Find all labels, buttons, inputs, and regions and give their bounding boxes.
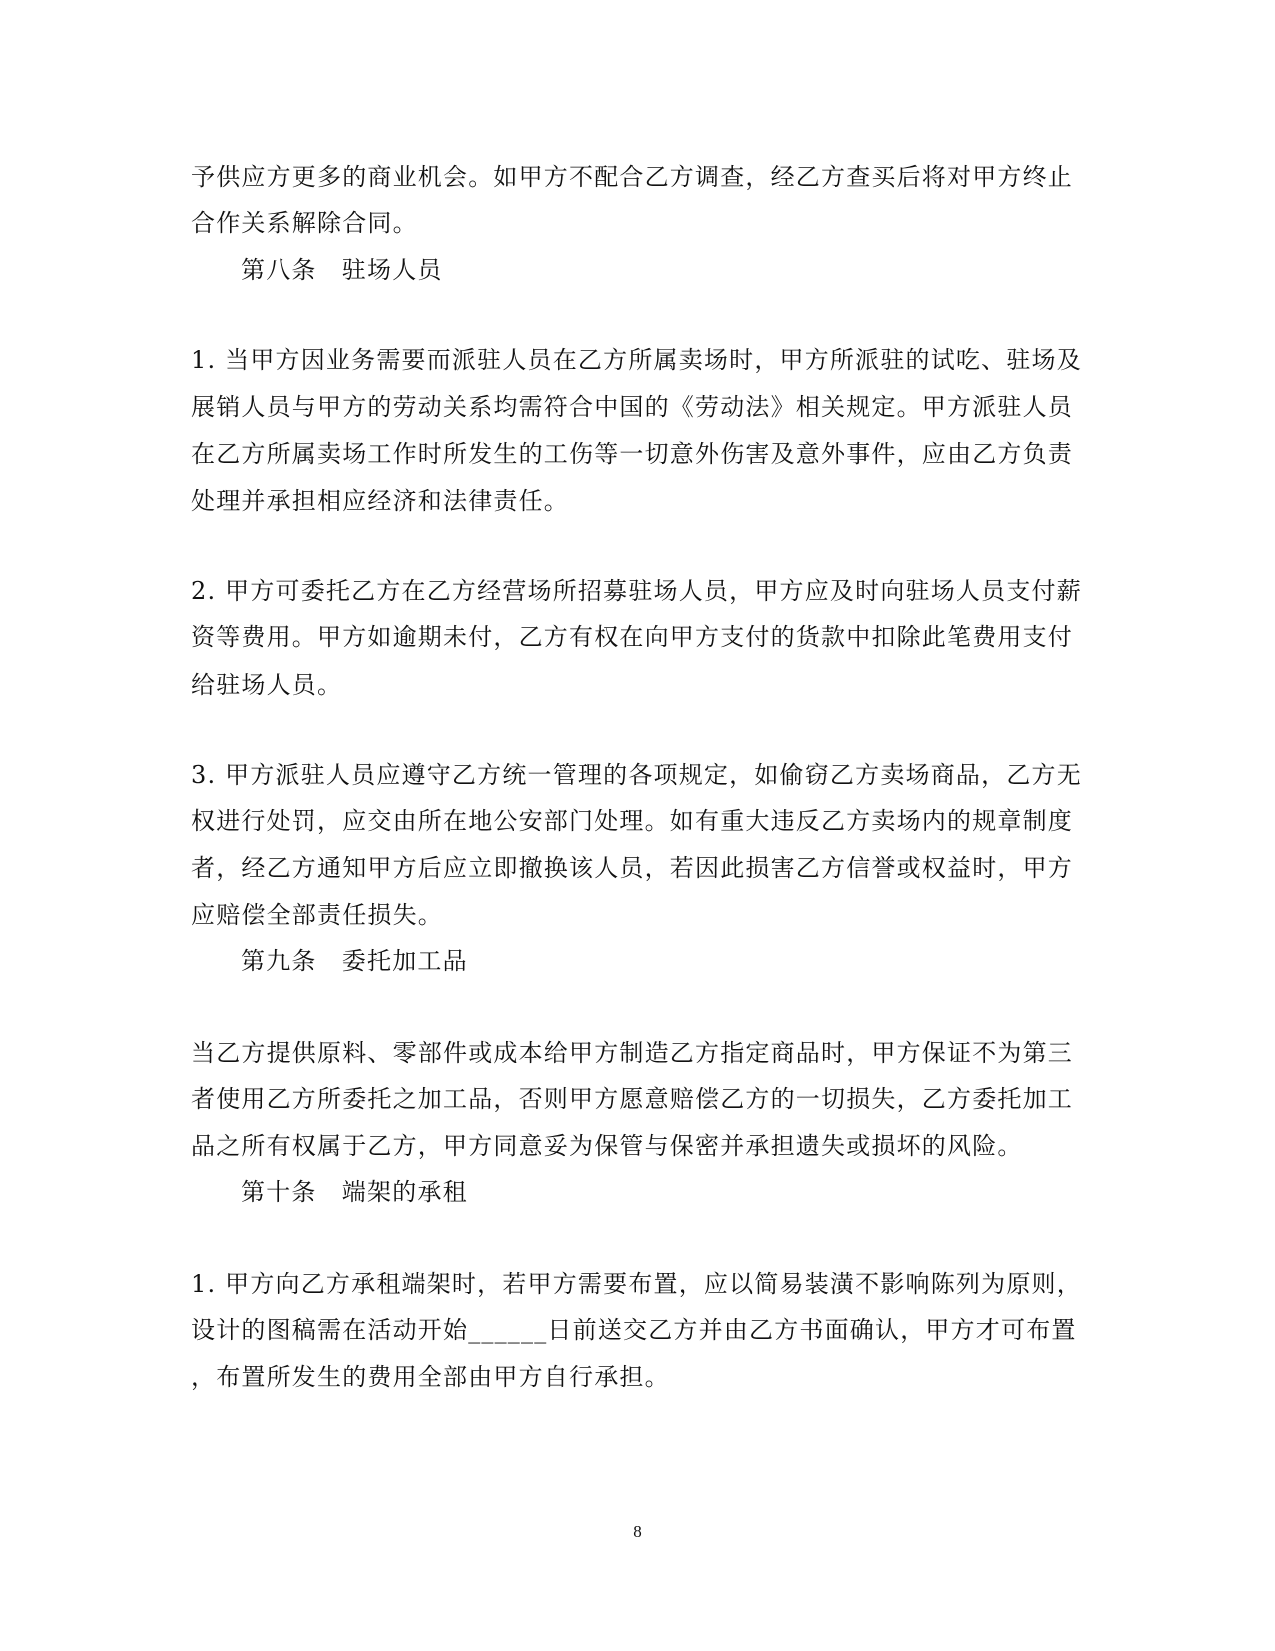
article-heading-8: 第八条 驻场人员 bbox=[241, 256, 443, 284]
paragraph-line: 在乙方所属卖场工作时所发生的工伤等一切意外伤害及意外事件，应由乙方负责 bbox=[191, 440, 1073, 468]
article-heading-10: 第十条 端架的承租 bbox=[241, 1178, 468, 1206]
paragraph-line: 品之所有权属于乙方，甲方同意妥为保管与保密并承担遗失或损坏的风险。 bbox=[191, 1132, 1023, 1160]
paragraph-line: ，布置所发生的费用全部由甲方自行承担。 bbox=[191, 1363, 670, 1391]
paragraph-line: 权进行处罚，应交由所在地公安部门处理。如有重大违反乙方卖场内的规章制度 bbox=[191, 807, 1073, 835]
paragraph-line: 给驻场人员。 bbox=[191, 671, 343, 699]
paragraph-line: 应赔偿全部责任损失。 bbox=[191, 901, 443, 929]
paragraph-line: 处理并承担相应经济和法律责任。 bbox=[191, 487, 569, 515]
paragraph-line: 当乙方提供原料、零部件或成本给甲方制造乙方指定商品时，甲方保证不为第三 bbox=[191, 1039, 1073, 1067]
paragraph-line: 者使用乙方所委托之加工品，否则甲方愿意赔偿乙方的一切损失，乙方委托加工 bbox=[191, 1085, 1073, 1113]
paragraph-line: 资等费用。甲方如逾期未付，乙方有权在向甲方支付的货款中扣除此笔费用支付 bbox=[191, 623, 1073, 651]
paragraph-line: 2. 甲方可委托乙方在乙方经营场所招募驻场人员，甲方应及时向驻场人员支付薪 bbox=[191, 577, 1082, 605]
paragraph-line: 展销人员与甲方的劳动关系均需符合中国的《劳动法》相关规定。甲方派驻人员 bbox=[191, 393, 1073, 421]
article-heading-9: 第九条 委托加工品 bbox=[241, 947, 468, 975]
paragraph-line: 合作关系解除合同。 bbox=[191, 209, 418, 237]
paragraph-line: 1. 甲方向乙方承租端架时，若甲方需要布置，应以简易装潢不影响陈列为原则， bbox=[191, 1270, 1082, 1298]
paragraph-line: 1. 当甲方因业务需要而派驻人员在乙方所属卖场时，甲方所派驻的试吃、驻场及 bbox=[191, 346, 1082, 374]
page-number: 8 bbox=[633, 1522, 642, 1541]
paragraph-line: 予供应方更多的商业机会。如甲方不配合乙方调查，经乙方查买后将对甲方终止 bbox=[191, 163, 1073, 191]
paragraph-line: 设计的图稿需在活动开始______日前送交乙方并由乙方书面确认，甲方才可布置 bbox=[191, 1316, 1077, 1344]
paragraph-line: 者，经乙方通知甲方后应立即撤换该人员，若因此损害乙方信誉或权益时，甲方 bbox=[191, 854, 1073, 882]
paragraph-line: 3. 甲方派驻人员应遵守乙方统一管理的各项规定，如偷窃乙方卖场商品，乙方无 bbox=[191, 761, 1082, 789]
